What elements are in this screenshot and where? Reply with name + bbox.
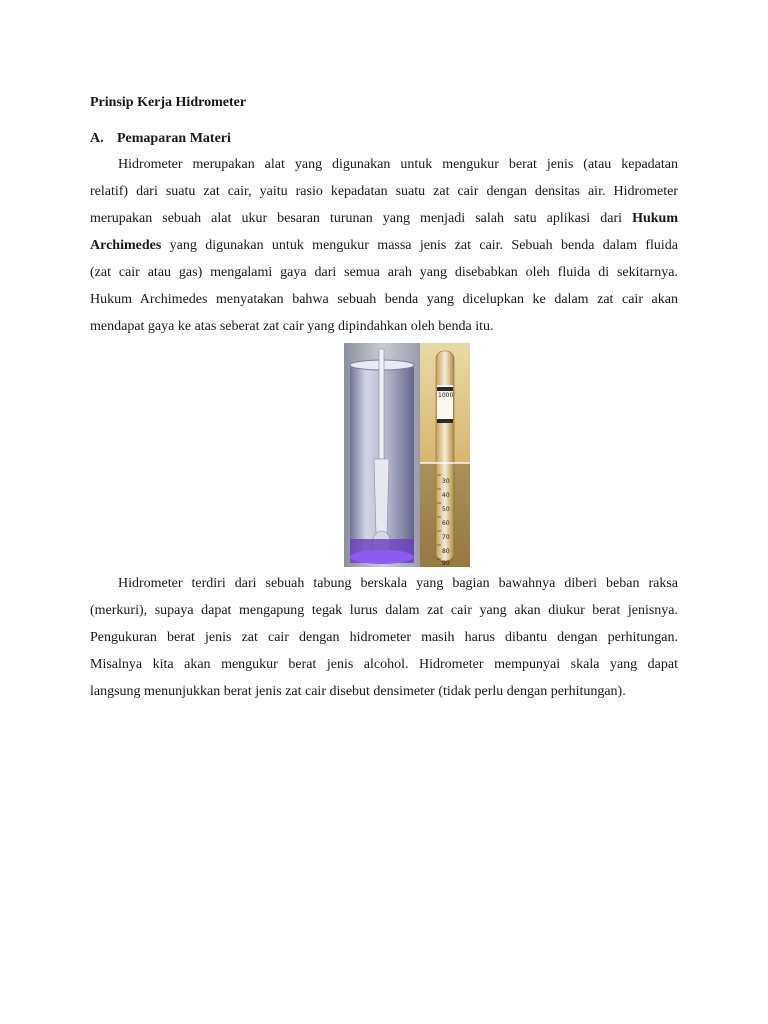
paragraph-line: Misalnya kita akan mengukur berat jenis alcohol. Hidrometer mempunyai skala yang dapat <box>90 657 678 672</box>
paragraph-line: langsung menunjukkan berat jenis zat cair disebut densimeter (tidak perlu dengan perhitungan). <box>90 684 626 699</box>
scale-label: 50 <box>442 506 450 513</box>
paragraph-line-text: merupakan sebuah alat ukur besaran turunan yang menjadi salah satu aplikasi dari <box>90 211 623 226</box>
paragraph-line: Hidrometer merupakan alat yang digunakan untuk mengukur berat jenis (atau kepadatan <box>118 157 678 172</box>
paragraph-line: mendapat gaya ke atas seberat zat cair yang dipindahkan oleh benda itu. <box>90 319 494 334</box>
paragraph-line <box>90 205 678 232</box>
paragraph-line: (merkuri), supaya dapat mengapung tegak lurus dalam zat cair yang akan diukur berat jenisnya. <box>90 603 678 618</box>
section-number: A. <box>90 131 104 146</box>
scale-label: 1000 <box>438 392 454 399</box>
scale-label: 70 <box>442 534 450 541</box>
paragraph-line: Hidrometer terdiri dari sebuah tabung berskala yang bagian bawahnya diberi beban raksa <box>118 576 678 591</box>
paragraph-line-text: yang digunakan untuk mengukur massa jenis zat cair. Sebuah benda dalam fluida <box>169 238 679 253</box>
scale-label: 60 <box>442 520 450 527</box>
bold-term-archimedes: Archimedes <box>90 238 162 253</box>
paragraph-line <box>90 232 678 259</box>
scale-label: 90 <box>442 560 450 567</box>
paragraph-line: (zat cair atau gas) mengalami gaya dari semua arah yang disebabkan oleh fluida di sekitarnya. <box>90 265 678 280</box>
scale-label: 40 <box>442 492 450 499</box>
paragraph-line: Pengukuran berat jenis zat cair dengan hidrometer masih harus dibantu dengan perhitungan. <box>90 630 678 645</box>
scale-label: 30 <box>442 478 450 485</box>
scale-label: 80 <box>442 548 450 555</box>
section-heading <box>90 130 231 148</box>
hydrometer-figure <box>344 343 560 567</box>
paragraph-line: Hukum Archimedes menyatakan bahwa sebuah benda yang dicelupkan ke dalam zat cair akan <box>90 292 678 307</box>
hydrometer-photo <box>344 343 470 567</box>
document-title: Prinsip Kerja Hidrometer <box>90 95 247 110</box>
section-title: Pemaparan Materi <box>117 131 231 146</box>
paragraph-line: relatif) dari suatu zat cair, yaitu rasio kepadatan suatu zat cair dengan densitas air. Hidrometer <box>90 184 678 199</box>
paragraph-intro <box>90 151 678 340</box>
bold-term-hukum: Hukum <box>632 211 678 226</box>
paragraph-hydrometer-description <box>90 570 678 705</box>
